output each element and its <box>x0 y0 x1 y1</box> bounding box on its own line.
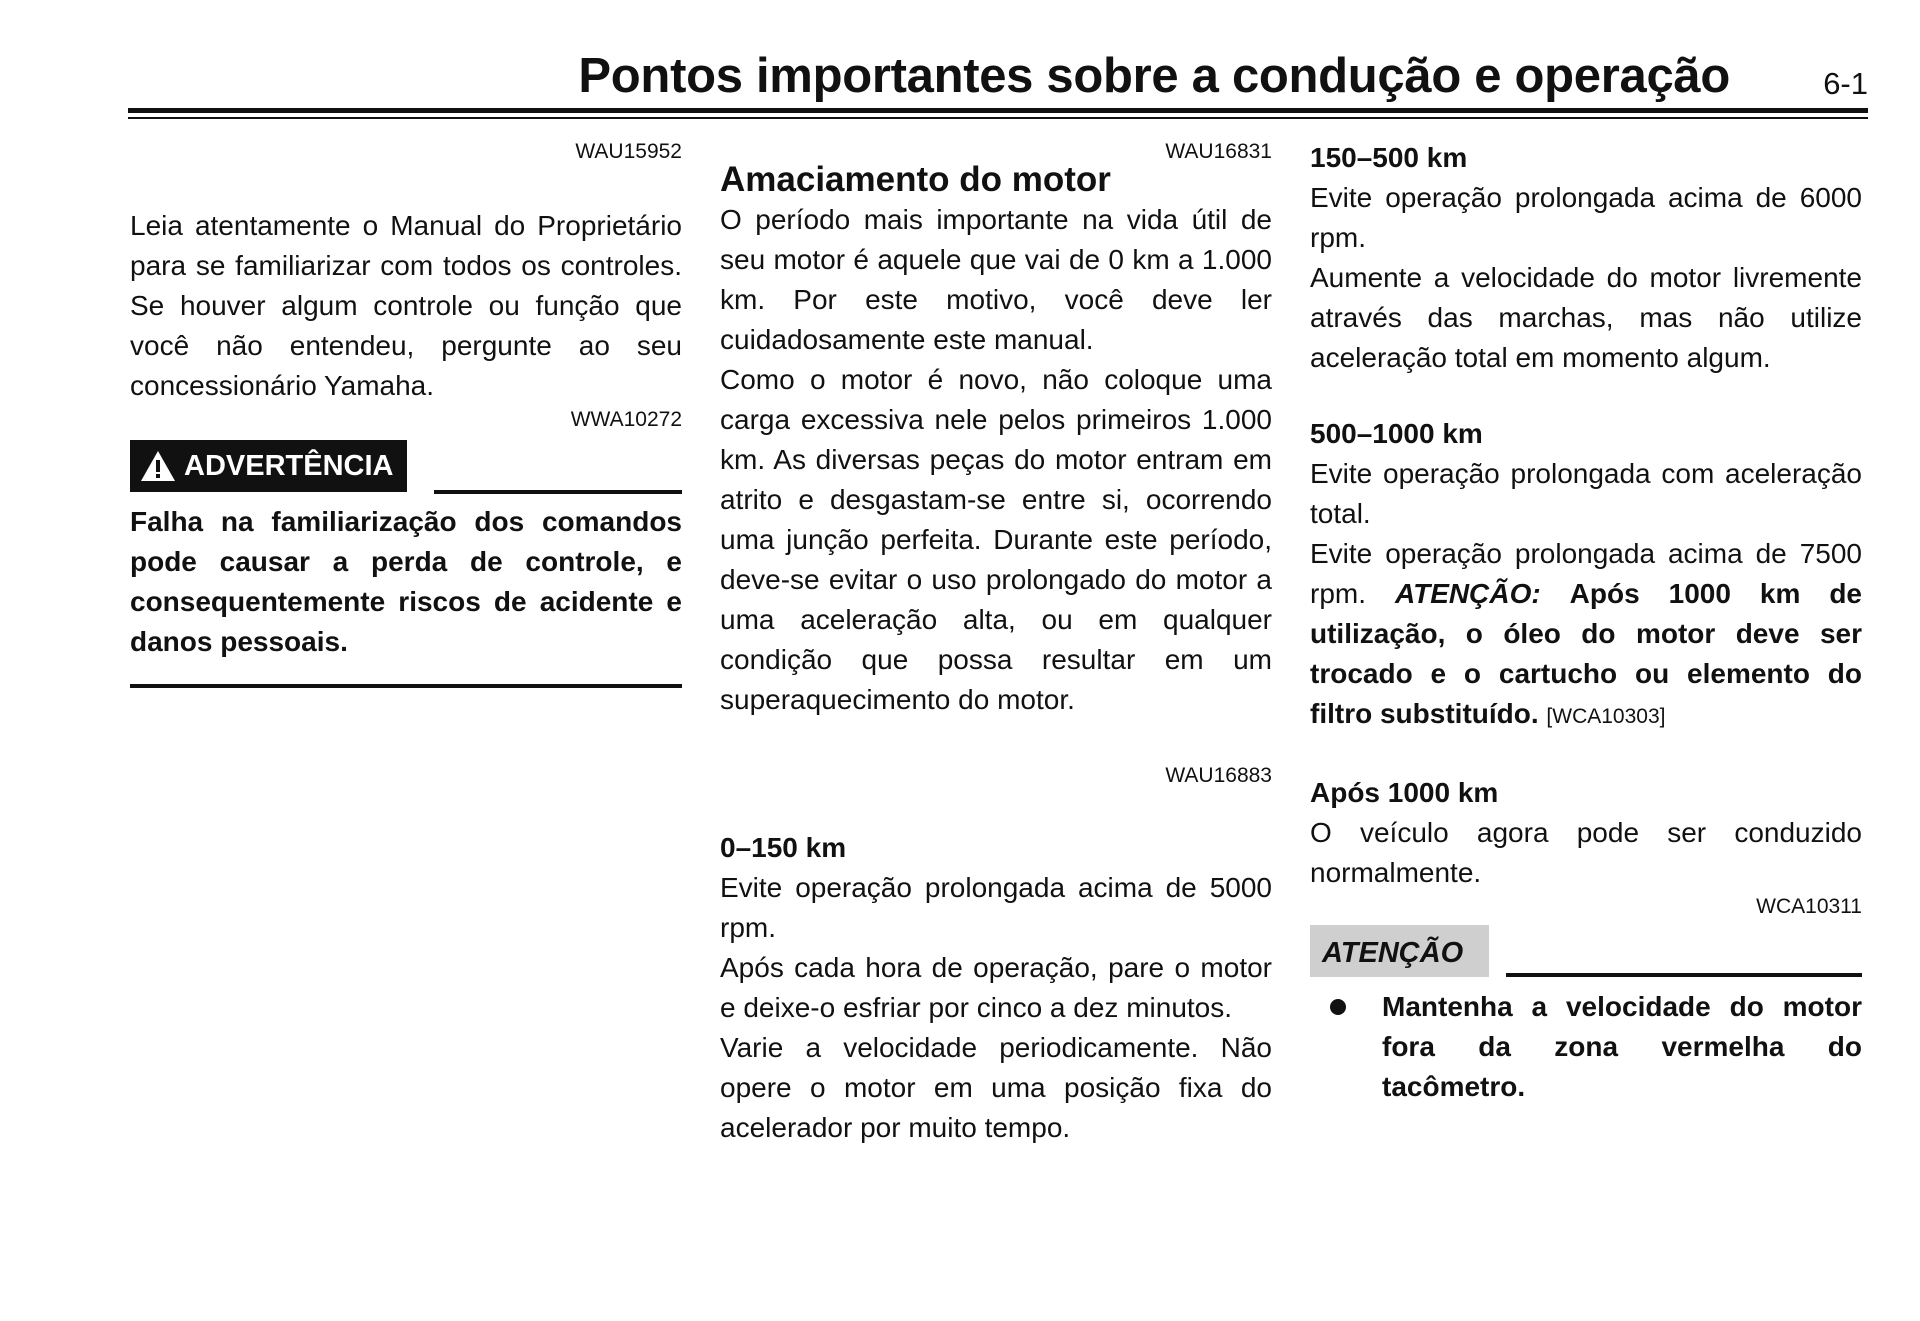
column-2 <box>720 138 1272 1148</box>
warning-text: Falha na familiarização dos comandos pode causar a perda de controle, e consequentemente riscos de acidente e danos pessoais. <box>130 506 682 657</box>
page-title: Pontos importantes sobre a condução e operação <box>578 49 1730 103</box>
attention-header <box>1310 925 1862 979</box>
paragraph: Evite operação prolongada acima de 6000 rpm. <box>1310 182 1862 253</box>
page-number: 6-1 <box>1823 66 1868 101</box>
warning-triangle-icon <box>140 450 176 482</box>
subheading-500-1000: 500–1000 km <box>1310 418 1483 449</box>
paragraph-text: Evite operação prolongada acima de 7500 rpm. <box>1310 538 1862 609</box>
column-1 <box>130 138 682 688</box>
reference-code: WAU16883 <box>1165 764 1272 787</box>
attention-label: ATENÇÃO <box>1310 925 1489 977</box>
paragraph: Como o motor é novo, não coloque uma carga excessiva nele pelos primeiros 1.000 km. As diversas peças do motor entram em atrito e desgastam-se entre si, ocorrendo uma junção perfeita. Durante este período, deve-se evitar o uso prolongado do motor a uma aceleração alta, ou em qualquer condição que possa resultar em um superaquecimento do motor. <box>720 364 1272 715</box>
paragraph: Evite operação prolongada com aceleração total. <box>1310 458 1862 529</box>
paragraph: O período mais importante na vida útil de seu motor é aquele que vai de 0 km a 1.000 km. Por este motivo, você deve ler cuidadosamente este manual. <box>720 204 1272 355</box>
header-rule-thick <box>128 108 1868 113</box>
column-3 <box>1310 138 1862 1107</box>
paragraph: Evite operação prolongada acima de 5000 rpm. <box>720 872 1272 943</box>
intro-paragraph: Leia atentamente o Manual do Proprietário para se familiarizar com todos os controles. Se houver algum controle ou função que você não entendeu, pergunte ao seu concessionário Yamaha. <box>130 210 682 401</box>
subheading-0-150: 0–150 km <box>720 832 847 863</box>
reference-code: WAU15952 <box>575 140 682 163</box>
paragraph: O veículo agora pode ser conduzido normalmente. <box>1310 817 1862 888</box>
list-item <box>1310 987 1862 1107</box>
attention-inline-label: ATENÇÃO: <box>1394 578 1541 609</box>
warning-rule <box>434 490 682 494</box>
paragraph: Após cada hora de operação, pare o motor e deixe-o esfriar por cinco a dez minutos. <box>720 952 1272 1023</box>
warning-reference-code: WWA10272 <box>570 408 682 431</box>
subheading-after-1000: Após 1000 km <box>1310 777 1499 808</box>
attention-rule <box>1506 973 1862 977</box>
warning-label-box <box>130 440 407 492</box>
subheading-150-500: 150–500 km <box>1310 142 1468 173</box>
reference-code: WAU16831 <box>1165 140 1272 163</box>
warning-end-rule <box>130 684 682 688</box>
paragraph: Varie a velocidade periodicamente. Não opere o motor em uma posição fixa do acelerador por muito tempo. <box>720 1032 1272 1143</box>
attention-inline-text: Após 1000 km de utilização, o óleo do motor deve ser trocado e o cartucho ou elemento do filtro substituído. <box>1310 578 1863 729</box>
attention-reference-code: WCA10311 <box>1756 895 1862 918</box>
paragraph-with-attention <box>1310 534 1862 737</box>
attention-inline-code: [WCA10303] <box>1546 705 1666 728</box>
header-rule-thin <box>128 117 1868 119</box>
bullet-icon <box>1330 999 1346 1015</box>
warning-header <box>130 440 682 494</box>
warning-label: ADVERTÊNCIA <box>184 450 394 482</box>
bullet-text: Mantenha a velocidade do motor fora da zona vermelha do tacômetro. <box>1382 991 1862 1102</box>
section-heading: Amaciamento do motor <box>720 160 1111 199</box>
paragraph: Aumente a velocidade do motor livremente através das marchas, mas não utilize aceleração total em momento algum. <box>1310 262 1862 373</box>
